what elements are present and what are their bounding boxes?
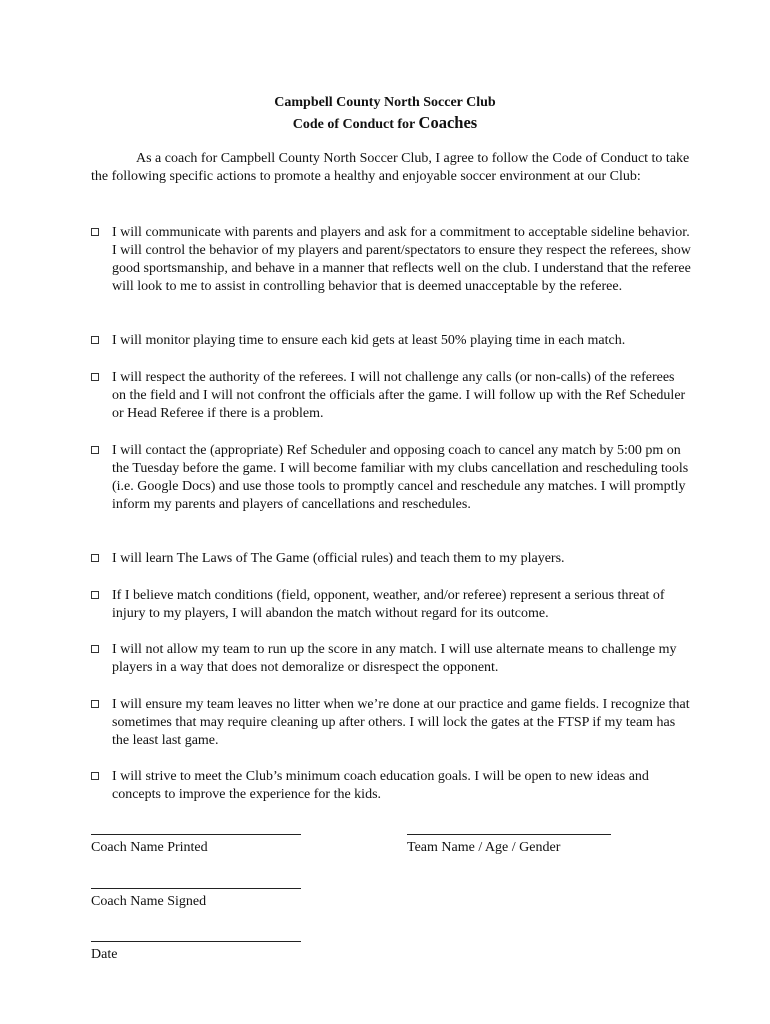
- checklist-item-text: I will learn The Laws of The Game (official rules) and teach them to my players.: [112, 551, 565, 566]
- checkbox[interactable]: [91, 336, 99, 344]
- date-label: Date: [91, 947, 118, 962]
- checkbox[interactable]: [91, 446, 99, 454]
- coach-name-printed-line[interactable]: [91, 834, 301, 835]
- checklist-item-text: I will not allow my team to run up the score in any match. I will use alternate means to challenge my players in a way that does not demoralize or disrespect the opponent.: [112, 642, 677, 675]
- checklist-item: [91, 696, 691, 750]
- intro-paragraph: As a coach for Campbell County North Soccer Club, I agree to follow the Code of Conduct to take the following specific actions to promote a healthy and enjoyable soccer environment at our Club:: [91, 151, 690, 184]
- checklist-item: [91, 224, 691, 296]
- checkbox[interactable]: [91, 228, 99, 236]
- checklist-item: [91, 369, 691, 423]
- checkbox[interactable]: [91, 772, 99, 780]
- checklist-item-text: If I believe match conditions (field, opponent, weather, and/or referee) represent a serious threat of injury to my players, I will abandon the match without regard for its outcome.: [112, 588, 665, 621]
- checklist-item: [91, 641, 691, 677]
- coach-name-signed-label: Coach Name Signed: [91, 894, 207, 909]
- team-name-label: Team Name / Age / Gender: [407, 840, 561, 855]
- checklist-item-text: I will communicate with parents and players and ask for a commitment to acceptable sideline behavior. I will control the behavior of my players and parent/spectators to ensure they respect the referees, show good sportsmanship, and behave in a manner that reflects well on the club. I understand that the referee will look to me to assist in controlling behavior that is deemed unacceptable by the referee.: [112, 225, 691, 294]
- subtitle-emphasis: Coaches: [418, 113, 478, 132]
- checkbox[interactable]: [91, 700, 99, 708]
- checkbox[interactable]: [91, 554, 99, 562]
- document-subtitle: [0, 114, 770, 134]
- checkbox[interactable]: [91, 373, 99, 381]
- checkbox[interactable]: [91, 645, 99, 653]
- checklist-item: [91, 550, 691, 568]
- date-line[interactable]: [91, 941, 301, 942]
- checklist-item: [91, 587, 691, 623]
- checklist-item-text: I will contact the (appropriate) Ref Scheduler and opposing coach to cancel any match by 5:00 pm on the Tuesday before the game. I will become familiar with my clubs cancellation and rescheduling tools (i.e. Google Docs) and use those tools to promptly cancel and reschedule any matches. I will promptly inform my parents and players of cancellations and reschedules.: [112, 443, 689, 512]
- checklist-item: [91, 442, 691, 514]
- checklist-item-text: I will monitor playing time to ensure each kid gets at least 50% playing time in each match.: [112, 333, 626, 348]
- subtitle-prefix: Code of Conduct for: [292, 117, 419, 132]
- document-title: Campbell County North Soccer Club: [274, 95, 496, 110]
- checklist-item: [91, 332, 691, 350]
- team-name-line[interactable]: [407, 834, 611, 835]
- checklist-item-text: I will strive to meet the Club’s minimum coach education goals. I will be open to new ideas and concepts to improve the experience for the kids.: [112, 769, 649, 802]
- coach-name-printed-label: Coach Name Printed: [91, 840, 208, 855]
- checklist-item: [91, 768, 691, 804]
- coach-name-signed-line[interactable]: [91, 888, 301, 889]
- checklist-item-text: I will ensure my team leaves no litter when we’re done at our practice and game fields. I recognize that sometimes that may require cleaning up after others. I will lock the gates at the FTSP if my team has the least last game.: [112, 697, 690, 748]
- checklist-item-text: I will respect the authority of the referees. I will not challenge any calls (or non-calls) of the referees on the field and I will not confront the officials after the game. I will follow up with the Ref Scheduler or Head Referee if there is a problem.: [112, 370, 686, 421]
- checkbox[interactable]: [91, 591, 99, 599]
